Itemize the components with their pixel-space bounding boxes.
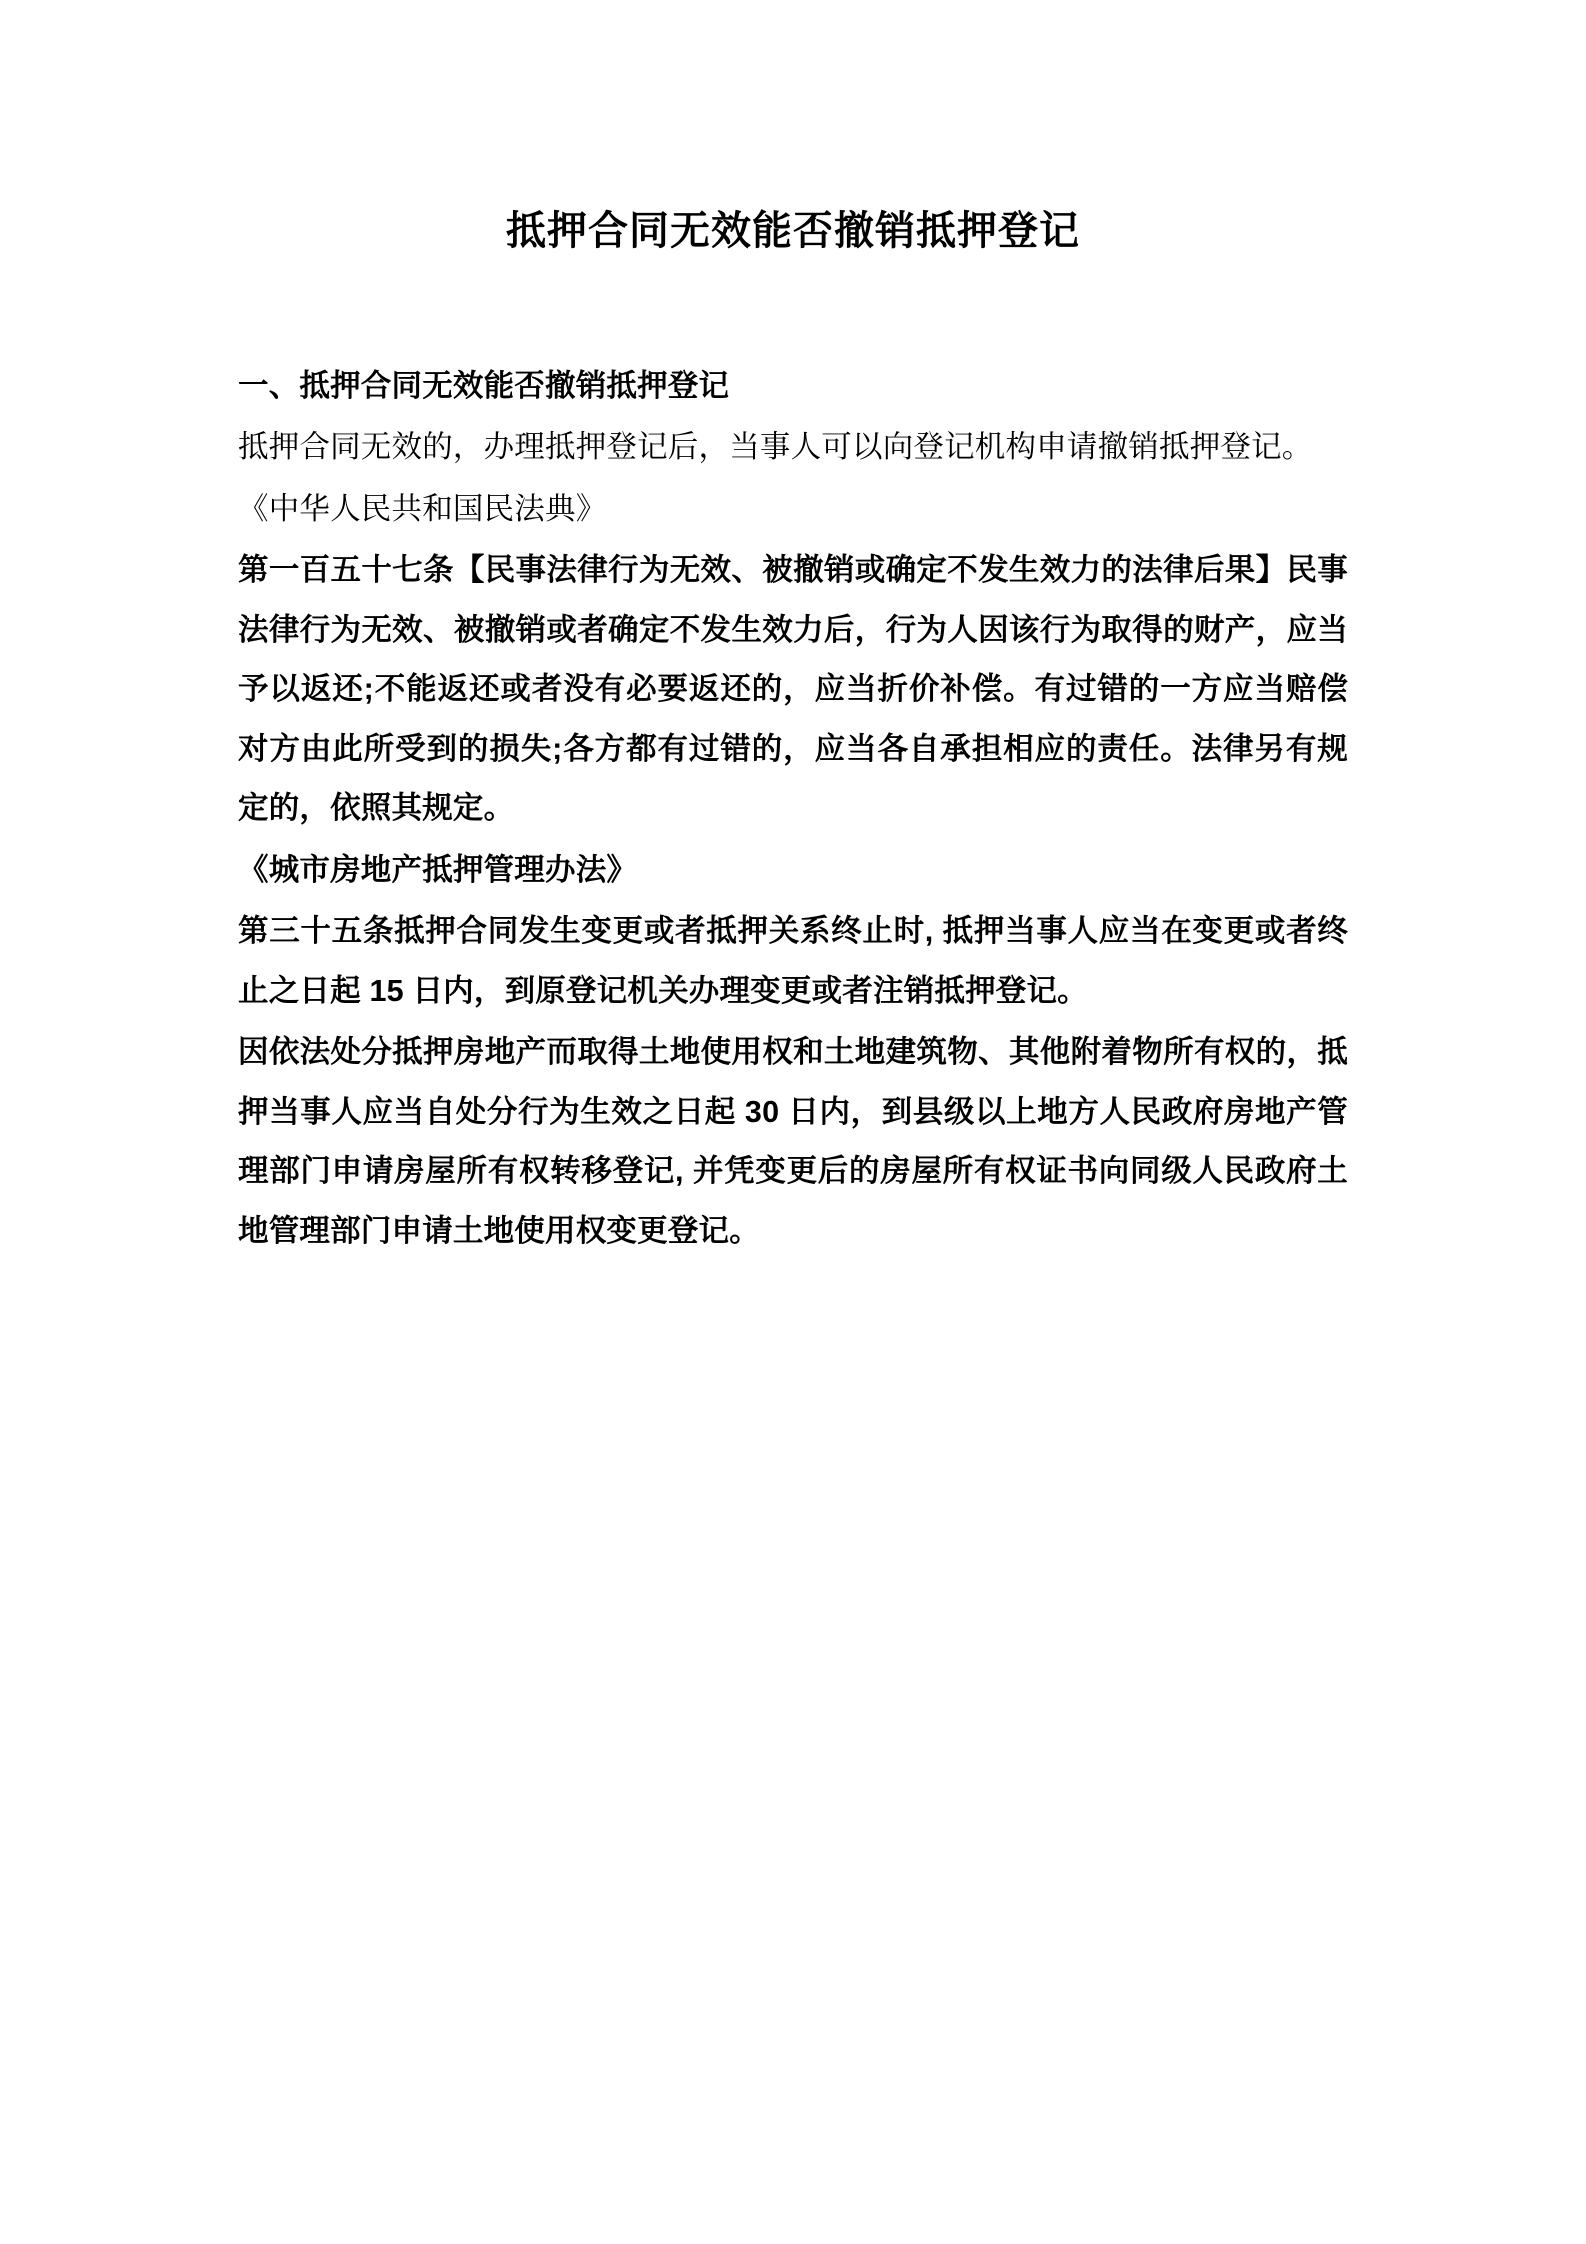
paragraph-1: 抵押合同无效的，办理抵押登记后，当事人可以向登记机构申请撤销抵押登记。	[238, 430, 1313, 465]
section-heading-1: 一、抵押合同无效能否撤销抵押登记	[238, 369, 730, 403]
document-body	[238, 257, 1348, 1261]
law-citation-1: 《中华人民共和国民法典》	[238, 491, 607, 526]
law-citation-2: 《城市房地产抵押管理办法》	[238, 852, 638, 887]
law-article-35: 第三十五条抵押合同发生变更或者抵押关系终止时, 抵押当事人应当在变更或者终止之日起 15 日内，到原登记机关办理变更或者注销抵押登记。	[238, 914, 1348, 1008]
law-article-157: 第一百五十七条【民事法律行为无效、被撤销或确定不发生效力的法律后果】民事法律行为无效、被撤销或者确定不发生效力后，行为人因该行为取得的财产，应当予以返还;不能返还或者没有必要返还的，应当折价补偿。有过错的一方应当赔偿对方由此所受到的损失;各方都有过错的，应当各自承担相应的责任。法律另有规定的，依照其规定。	[238, 553, 1348, 826]
paragraph-2: 因依法处分抵押房地产而取得土地使用权和土地建筑物、其他附着物所有权的，抵押当事人应当自处分行为生效之日起 30 日内，到县级以上地方人民政府房地产管理部门申请房屋所有权转移登记, 并凭变更后的房屋所有权证书向同级人民政府土地管理部门申请土地使用权变更登记。	[238, 1035, 1348, 1248]
page-title: 抵押合同无效能否撤销抵押登记	[506, 209, 1080, 253]
